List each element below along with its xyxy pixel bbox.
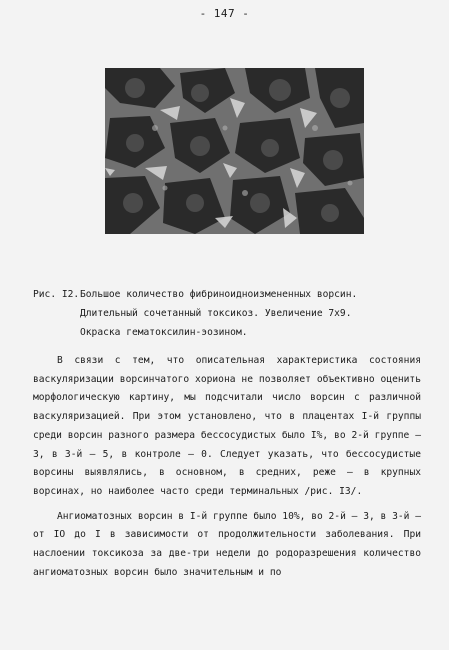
paragraph: В связи с тем, что описательная характеристика состояния васкуляризации ворсинчатого хориона не позволяет объективно оценить морфологическую картину, мы подсчитали число ворсин с различной васкуляризацией. При этом установлено, что в плацентах I-й группы среди ворсин разного размера бессосудистых было I%, во 2-й группе – 3, в 3-й – 5, в контроле – 0. Следует указать, что бессосудистые ворсины выявлялись, в основном, в средних, реже – в крупных ворсинах, но наиболее часто среди терминальных /рис. I3/. (33, 355, 421, 497)
micrograph-image (105, 68, 364, 234)
figure-caption (33, 285, 413, 342)
page-number: - 147 - (199, 7, 250, 20)
figure-label: Рис. I2. (33, 289, 80, 300)
micrograph-illustration (105, 68, 364, 234)
caption-text-1: Большое количество фибриноидноизмененных ворсин. (80, 289, 358, 300)
caption-text-2: Длительный сочетанный токсикоз. Увеличение 7х9. (80, 308, 352, 319)
paragraph: Ангиоматозных ворсин в I-й группе было 10%, во 2-й – 3, в 3-й – от IO до I в зависимости от продолжительности заболевания. При наслоении токсикоза за две-три недели до родоразрешения количество ангиоматозных ворсин было значительным и по (33, 510, 421, 578)
caption-text-3: Окраска гематоксилин-эозином. (80, 327, 248, 338)
body-text (33, 352, 421, 588)
caption-line-1 (33, 285, 413, 304)
